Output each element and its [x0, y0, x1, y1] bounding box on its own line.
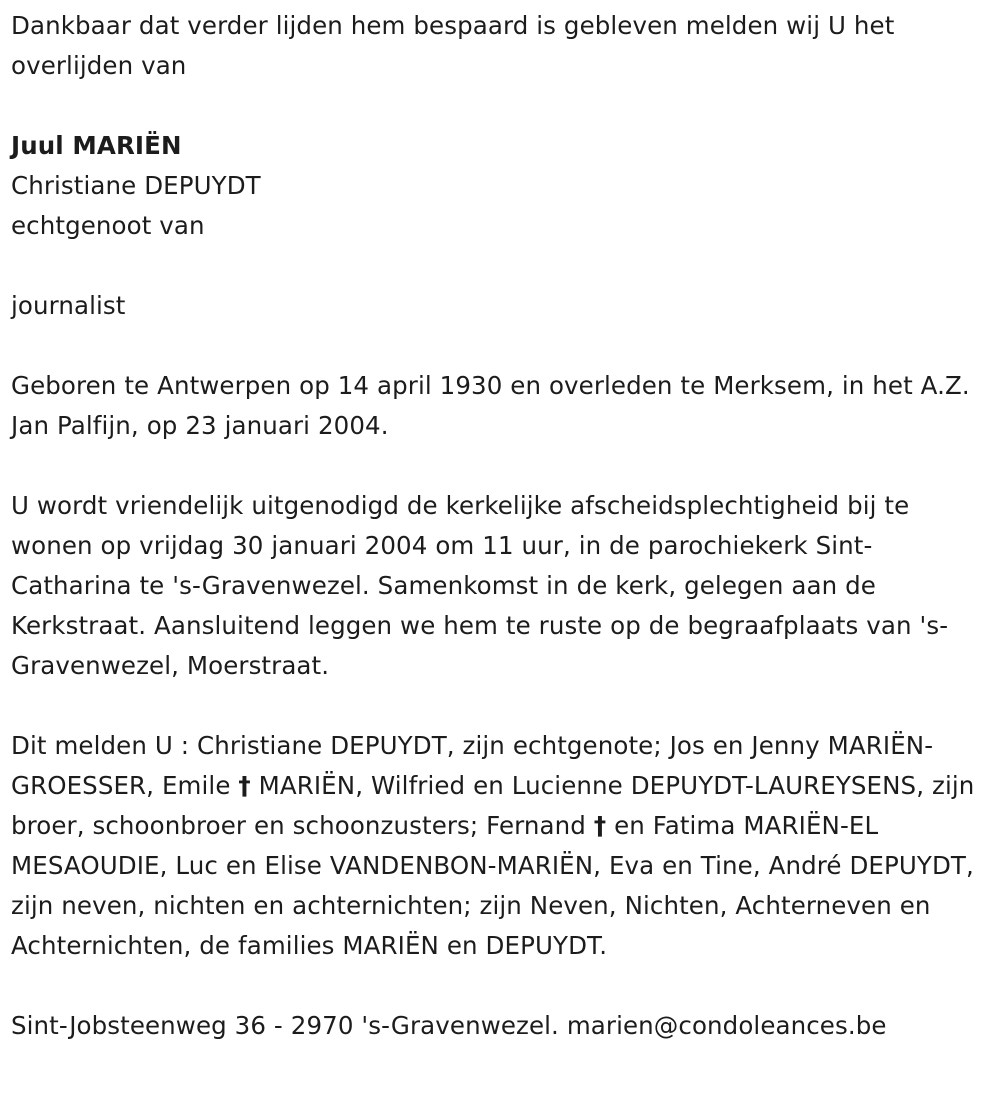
- spacer: [11, 686, 990, 726]
- deceased-name: Juul MARIËN: [11, 131, 182, 160]
- cross-icon: †: [238, 771, 251, 800]
- address: Sint-Jobsteenweg 36 - 2970 's-Gravenwezel.: [11, 1011, 559, 1040]
- spouse-name: Christiane DEPUYDT: [11, 171, 261, 200]
- birth-death-text: Geboren te Antwerpen op 14 april 1930 en overleden te Merksem, in het A.Z. Jan Palfijn, op 23 januari 2004.: [11, 371, 970, 440]
- cross-icon: †: [593, 811, 607, 840]
- family-text-part3: en Fatima MARIËN-EL MESAOUDIE, Luc en Elise VANDENBON-MARIËN, Eva en Tine, André DEPUYDT, zijn neven, nichten en achternichten; zijn Neven, Nichten, Achterneven en Achternichten, de families MARIËN en DEPUYDT.: [11, 811, 974, 960]
- family-text-part1: Dit melden U : Christiane DEPUYDT, zijn echtgenote; Jos en Jenny MARIËN-GROESSER, Emile: [11, 731, 934, 800]
- contact-line: [11, 1006, 990, 1046]
- spacer: [11, 446, 990, 486]
- family-text-part2: MARIËN, Wilfried en Lucienne DEPUYDT-LAUREYSENS, zijn broer, schoonbroer en schoonzusters; Fernand: [11, 771, 975, 840]
- profession: journalist: [11, 291, 126, 320]
- spacer: [11, 246, 990, 286]
- spacer: [11, 966, 990, 1006]
- spacer: [11, 326, 990, 366]
- intro-text: Dankbaar dat verder lijden hem bespaard is gebleven melden wij U het overlijden van: [11, 11, 895, 80]
- funeral-text: U wordt vriendelijk uitgenodigd de kerkelijke afscheidsplechtigheid bij te wonen op vrijdag 30 januari 2004 om 11 uur, in de parochiekerk Sint-Catharina te 's-Gravenwezel. Samenkomst in de kerk, gelegen aan de Kerkstraat. Aansluitend leggen we hem te ruste op de begraafplaats van 's-Gravenwezel, Moerstraat.: [11, 491, 949, 680]
- family-text: [11, 726, 990, 966]
- email-address[interactable]: marien@condoleances.be: [566, 1011, 887, 1040]
- spouse-relation: echtgenoot van: [11, 211, 205, 240]
